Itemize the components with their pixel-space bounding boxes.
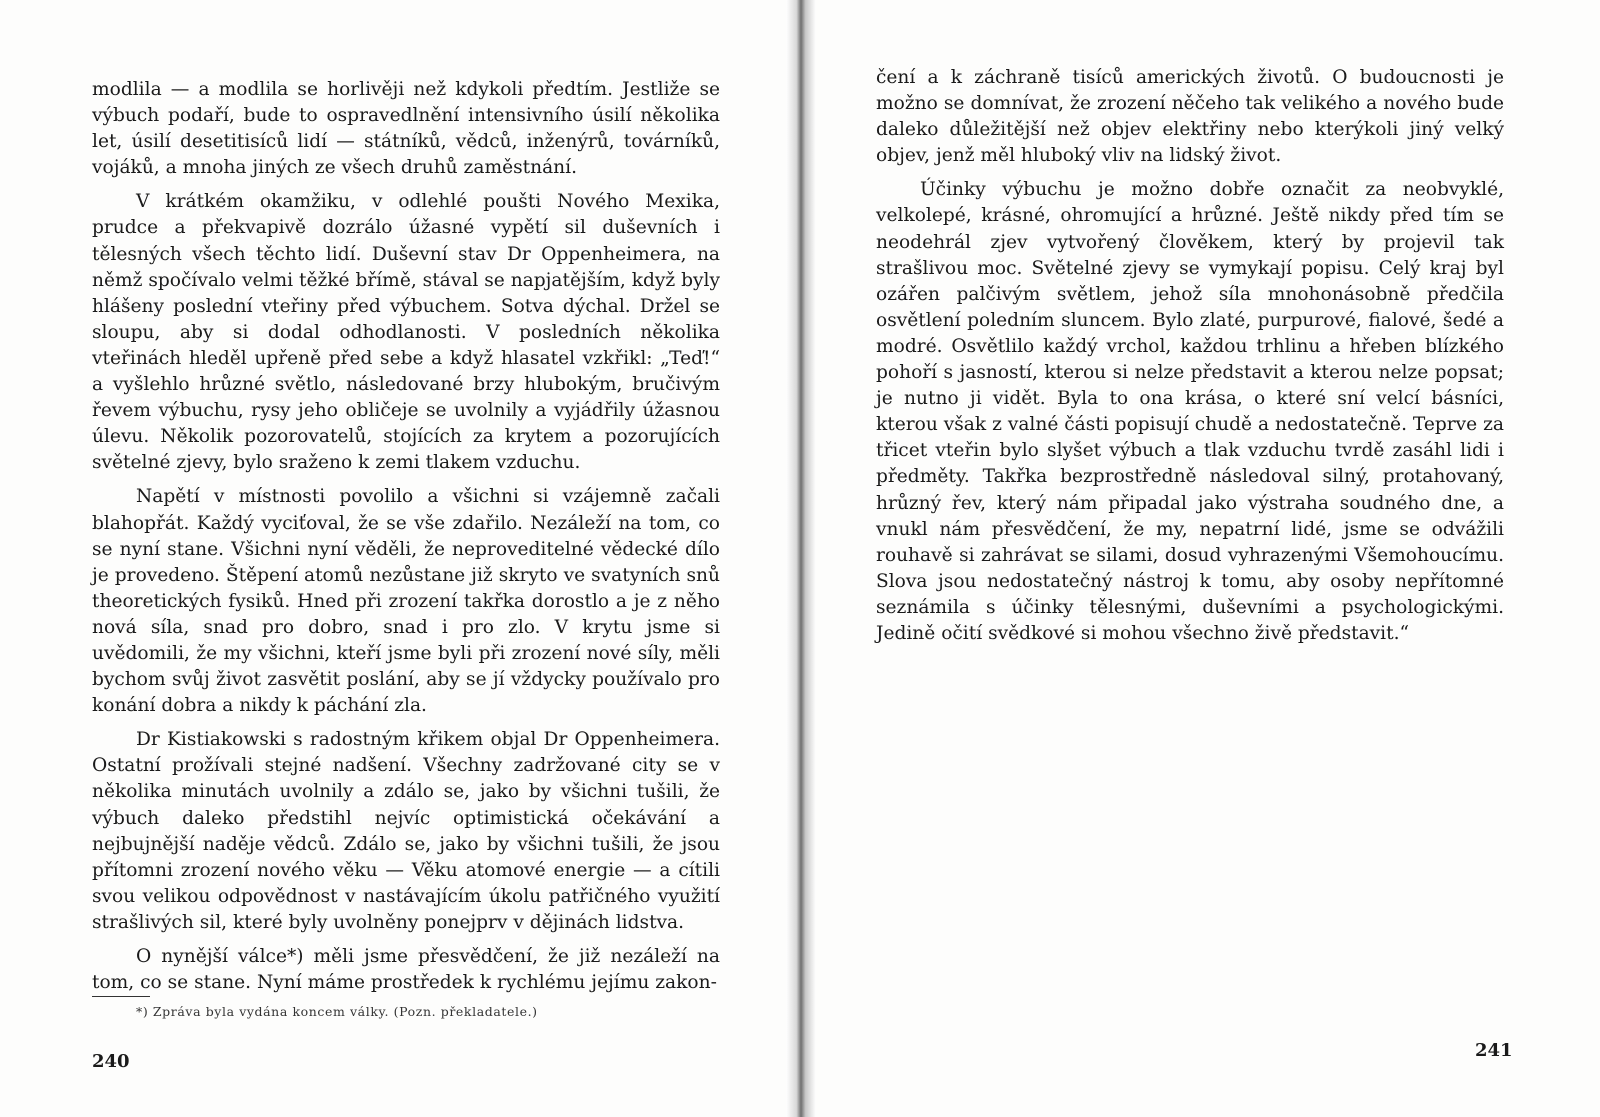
paragraph: čení a k záchraně tisíců amerických životů. O budoucnosti je možno se domnívat, že zrození něčeho tak velikého a nového bude daleko důležitější než objev elektřiny nebo kterýkoli jiný velký objev, jenž měl hluboký vliv na lidský život. bbox=[876, 67, 1504, 167]
paragraph: V krátkém okamžiku, v odlehlé poušti Nového Mexika, prudce a překvapivě dozrálo úžasné vypětí sil duševních i tělesných všech těchto lidí. Duševní stav Dr Oppenheimera, na němž spočívalo velmi těžké břímě, stával se napjatějším, když byly hlášeny poslední vteřiny před výbuchem. Sotva dýchal. Držel se sloupu, aby si dodal odhodlanosti. V posledních několika vteřinách hleděl upřeně před sebe a když hlasatel vzkřikl: „Teď!“ a vyšlehlo hrůzné světlo, následované brzy hlubokým, bručivým řevem výbuchu, rysy jeho obličeje se uvolnily a vyjádřily úžasnou úlevu. Několik pozorovatelů, stojících za krytem a pozorujících světelné zjevy, bylo sraženo k zemi tlakem vzduchu. bbox=[92, 191, 720, 474]
paragraph: O nynější válce*) měli jsme přesvědčení, že již nezáleží na tom, co se stane. Nyní máme prostředek k rychlému jejímu zakon- bbox=[92, 946, 720, 994]
page-number-right: 241 bbox=[1475, 1040, 1513, 1061]
paragraph: Dr Kistiakowski s radostným křikem objal Dr Oppenheimera. Ostatní prožívali stejné nadšení. Všechny zadržované city se v několika minutách uvolnily a zdálo se, jako by všichni tušili, že výbuch daleko předstihl nejvíc optimistická očekávání a nejbujnější naděje vědců. Zdálo se, jako by všichni tušili, že jsou přítomni zrození nového věku — Věku atomové energie — a cítili svou velikou odpovědnost v nastávajícím úkolu patřičného využití strašlivých sil, které byly uvolněny ponejprv v dějinách lidstva. bbox=[92, 729, 720, 933]
right-page-text bbox=[876, 65, 1504, 647]
page-number-left: 240 bbox=[92, 1051, 130, 1072]
right-page bbox=[812, 0, 1600, 1117]
footnote-divider bbox=[92, 996, 150, 997]
paragraph: modlila — a modlila se horlivěji než kdykoli předtím. Jestliže se výbuch podaří, bude to ospravedlnění intensivního úsilí několika let, úsilí desetitisíců lidí — státníků, vědců, inženýrů, továrníků, vojáků, a mnoha jiných ze všech druhů zaměstnání. bbox=[92, 79, 720, 179]
paragraph: Napětí v místnosti povolilo a všichni si vzájemně začali blahopřát. Každý vyciťoval, že se vše zdařilo. Nezáleží na tom, co se nyní stane. Všichni nyní věděli, že neproveditelné vědecké dílo je provedeno. Štěpení atomů nezůstane již skryto ve svatyních snů theoretických fysiků. Hned při zrození takřka dorostlo a je z něho nová síla, snad pro dobro, snad i pro zlo. V krytu jsme si uvědomili, že my všichni, kteří jsme byli při zrození nové síly, měli bychom svůj život zasvětit poslání, aby se jí vždycky používalo pro konání dobra a nikdy k páchání zla. bbox=[92, 486, 720, 717]
paragraph: Účinky výbuchu je možno dobře označit za neobvyklé, velkolepé, krásné, ohromující a hrůzné. Ještě nikdy před tím se neodehrál zjev vytvořený člověkem, který by projevil tak strašlivou moc. Světelné zjevy se vymykají popisu. Celý kraj byl ozářen palčivým světlem, jehož síla mnohonásobně předčila osvětlení poledním sluncem. Bylo zlaté, purpurové, fialové, šedé a modré. Osvětlilo každý vrchol, každou trhlinu a hřeben blízkého pohoří s jasností, kterou si nelze představit a kterou nelze popsat; je nutno ji vidět. Byla to ona krása, o které sní velcí básníci, kterou však z valné části popisují chudě a nedostatečně. Teprve za třicet vteřin bylo slyšet výbuch a tlak vzduchu tvrdě zasáhl lidi i předměty. Takřka bezprostředně následoval silný, protahovaný, hrůzný řev, který nám připadal jako výstraha soudného dne, a vnukl nám přesvědčení, že my, nepatrní lidé, jsme se odvážili rouhavě si zahrávat se silami, dosud vyhrazenými Všemohoucímu. Slova jsou nedostatečný nástroj k tomu, aby osoby nepřítomné seznámila s účinky tělesnými, duševními a psychologickými. Jedině očití svědkové si mohou všechno živě představit.“ bbox=[876, 179, 1504, 644]
left-page-text bbox=[92, 77, 720, 996]
footnote: *) Zpráva byla vydána koncem války. (Pozn. překladatele.) bbox=[136, 1004, 538, 1019]
